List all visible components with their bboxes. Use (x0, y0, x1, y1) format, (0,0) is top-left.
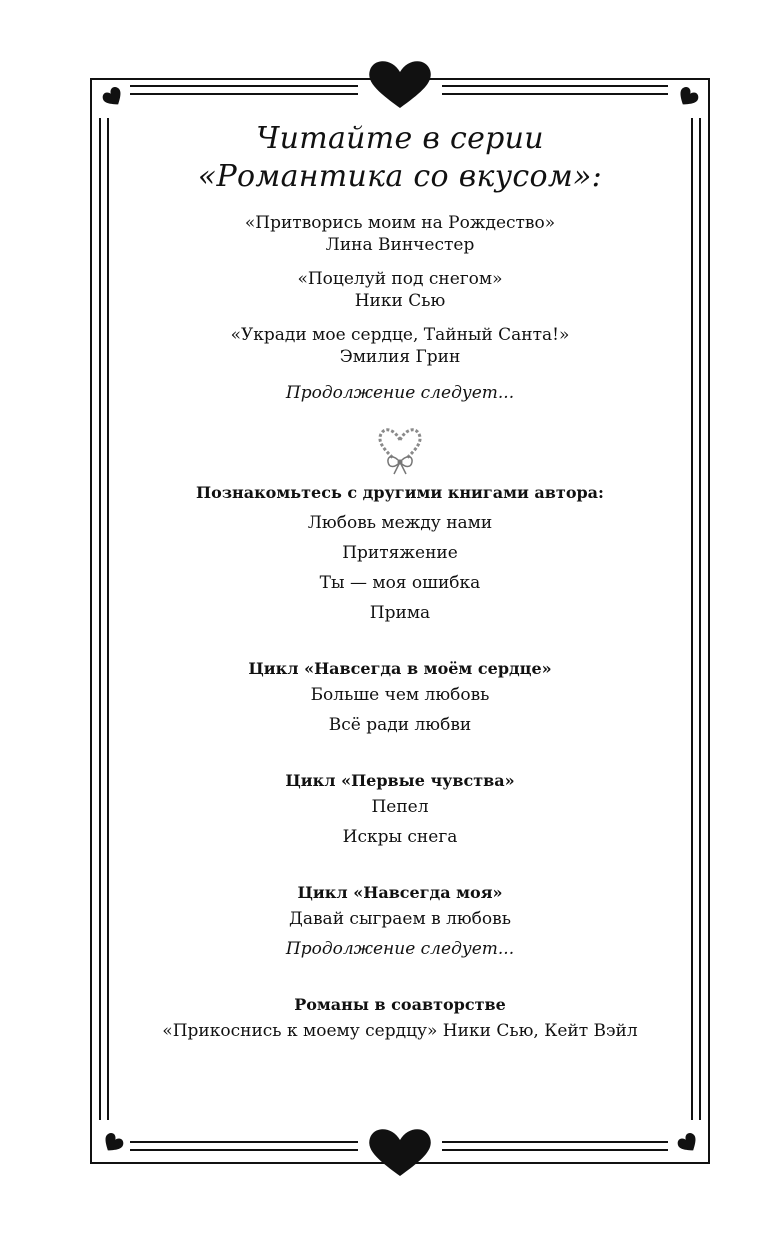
candy-cane-heart-icon (375, 420, 425, 476)
cycle-heading: Цикл «Навсегда моя» (297, 883, 503, 902)
list-item: Давай сыграем в любовь (289, 909, 511, 929)
author-books-list (100, 508, 700, 628)
heart-top-center-icon (369, 61, 431, 108)
series-book-2 (100, 268, 700, 312)
heart-corner-top-left-icon (101, 85, 126, 110)
book-author: Лина Винчестер (325, 235, 475, 255)
cycle-heading: Цикл «Навсегда в моём сердце» (248, 659, 552, 678)
cycle-2 (100, 770, 700, 852)
series-book-1 (100, 212, 700, 256)
book-author: Эмилия Грин (339, 347, 461, 367)
list-item: Пепел (371, 797, 429, 817)
list-item: Притяжение (342, 543, 458, 563)
cycle-3 (100, 882, 700, 964)
list-item: Любовь между нами (307, 513, 493, 533)
cycle-1 (100, 658, 700, 740)
coauthored-line: «Прикоснись к моему сердцу» Ники Сью, Кейт Вэйл (162, 1021, 638, 1041)
book-title: «Поцелуй под снегом» (297, 269, 503, 289)
series-title-line2: «Романтика со вкусом»: (197, 159, 603, 194)
book-title: «Притворись моим на Рождество» (244, 213, 556, 233)
cycle-heading: Цикл «Первые чувства» (285, 771, 515, 790)
list-item: Всё ради любви (328, 715, 472, 735)
series-continuation: Продолжение следует... (285, 383, 515, 403)
list-item: Искры снега (342, 827, 458, 847)
heart-corner-top-right-icon (675, 85, 700, 110)
heart-bottom-center-icon (369, 1129, 431, 1176)
list-item: Больше чем любовь (310, 685, 490, 705)
coauthored-heading: Романы в соавторстве (294, 995, 506, 1014)
cycle-continuation: Продолжение следует... (285, 939, 515, 959)
author-books-heading: Познакомьтесь с другими книгами автора: (196, 483, 604, 502)
book-author: Ники Сью (354, 291, 446, 311)
heart-corner-bottom-left-icon (100, 1131, 125, 1156)
list-item: Ты — моя ошибка (319, 573, 481, 593)
series-book-3 (100, 324, 700, 368)
heart-corner-bottom-right-icon (676, 1131, 701, 1156)
book-title: «Укради мое сердце, Тайный Санта!» (230, 325, 570, 345)
coauthored-section (100, 994, 700, 1046)
list-item: Прима (369, 603, 431, 623)
series-title-line1: Читайте в серии (256, 121, 544, 156)
page-content (100, 120, 700, 1046)
